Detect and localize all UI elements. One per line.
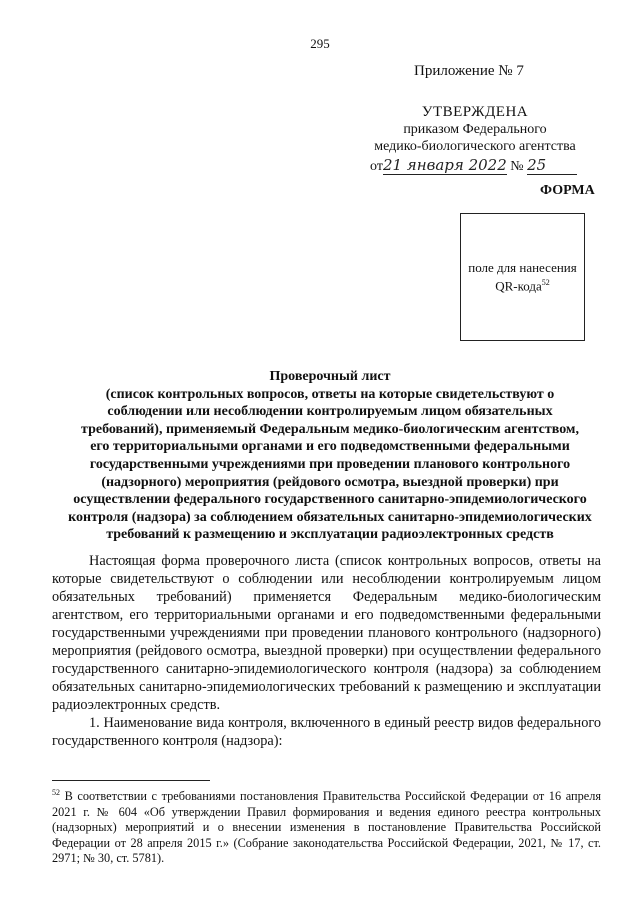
date-prefix: от [370, 159, 383, 174]
footnote-52 [52, 785, 601, 867]
form-label: ФОРМА [540, 183, 595, 198]
footnote-text: В соответствии с требованиями постановления Правительства Российской Федерации от 16 апреля 2021 г. № 604 «Об утверждении Правил формирования и ведения единого реестра контрольных (надзорных) мероприятий и о внесении изменения в постановление Правительства Российской Федерации от 28 апреля 2015 г.» (Собрание законодательства Российской Федерации, 2021, № 17, ст. 2971; № 30, ст. 5781). [52, 789, 601, 866]
title-line: его территориальными органами и его подведомственными федеральными [90, 439, 570, 455]
title-heading: Проверочный лист [269, 369, 391, 384]
handwritten-number: 25 [527, 157, 577, 175]
approval-line-2: медико-биологического агентства [374, 139, 576, 154]
title-line: требований), применяемый Федеральным медико-биологическим агентством, [81, 421, 579, 437]
title-line: контроля (надзора) за соблюдением обязательных санитарно-эпидемиологических [68, 509, 592, 525]
title-line: осуществлении федерального государственного санитарно-эпидемиологического [73, 492, 587, 508]
checklist-title [50, 368, 610, 544]
approval-date-line [330, 157, 620, 175]
title-line: соблюдении или несоблюдении контролируемым лицом обязательных [107, 404, 553, 420]
approval-stamp [330, 104, 620, 175]
footnote-number: 52 [52, 788, 60, 797]
title-line: требований к размещению и эксплуатации радиоэлектронных средств [106, 527, 554, 543]
page-number: 295 [310, 36, 330, 51]
intro-paragraph: Настоящая форма проверочного листа (список контрольных вопросов, ответы на которые свидетельствуют о соблюдении или несоблюдении контролируемым лицом обязательных требований) применяется Федеральным медико-биологическим агентством, его территориальными органами и его подведомственными федеральными государственными учреждениями при проведении планового контрольного (надзорного) мероприятия (рейдового осмотра, выездной проверки) при осуществлении федерального государственного санитарно-эпидемиологического контроля (надзора) за соблюдением обязательных санитарно-эпидемиологических требований к размещению и эксплуатации радиоэлектронных средств. [52, 553, 601, 713]
body-text [52, 552, 601, 750]
approval-line-1: приказом Федерального [403, 122, 547, 137]
approved-heading: УТВЕРЖДЕНА [421, 104, 529, 120]
appendix-label: Приложение № 7 [414, 63, 524, 79]
qr-text-line-2: QR-кода [495, 278, 542, 294]
title-line: (список контрольных вопросов, ответы на которые свидетельствуют о [105, 386, 555, 402]
number-prefix: № [510, 159, 524, 174]
qr-field-text [468, 260, 577, 293]
footnote-divider [52, 780, 210, 781]
title-line: государственными учреждениями при проведении планового контрольного [89, 456, 571, 472]
qr-text-line-1: поле для нанесения [468, 260, 577, 276]
item-1-paragraph: 1. Наименование вида контроля, включенного в единый реестр видов федерального государственного контроля (надзора): [52, 715, 601, 749]
handwritten-date: 21 января 2022 [382, 156, 507, 174]
qr-code-field [460, 213, 585, 341]
qr-footnote-ref: 52 [541, 278, 550, 288]
title-line: (надзорного) мероприятия (рейдового осмотра, выездной проверки) при [101, 474, 559, 490]
